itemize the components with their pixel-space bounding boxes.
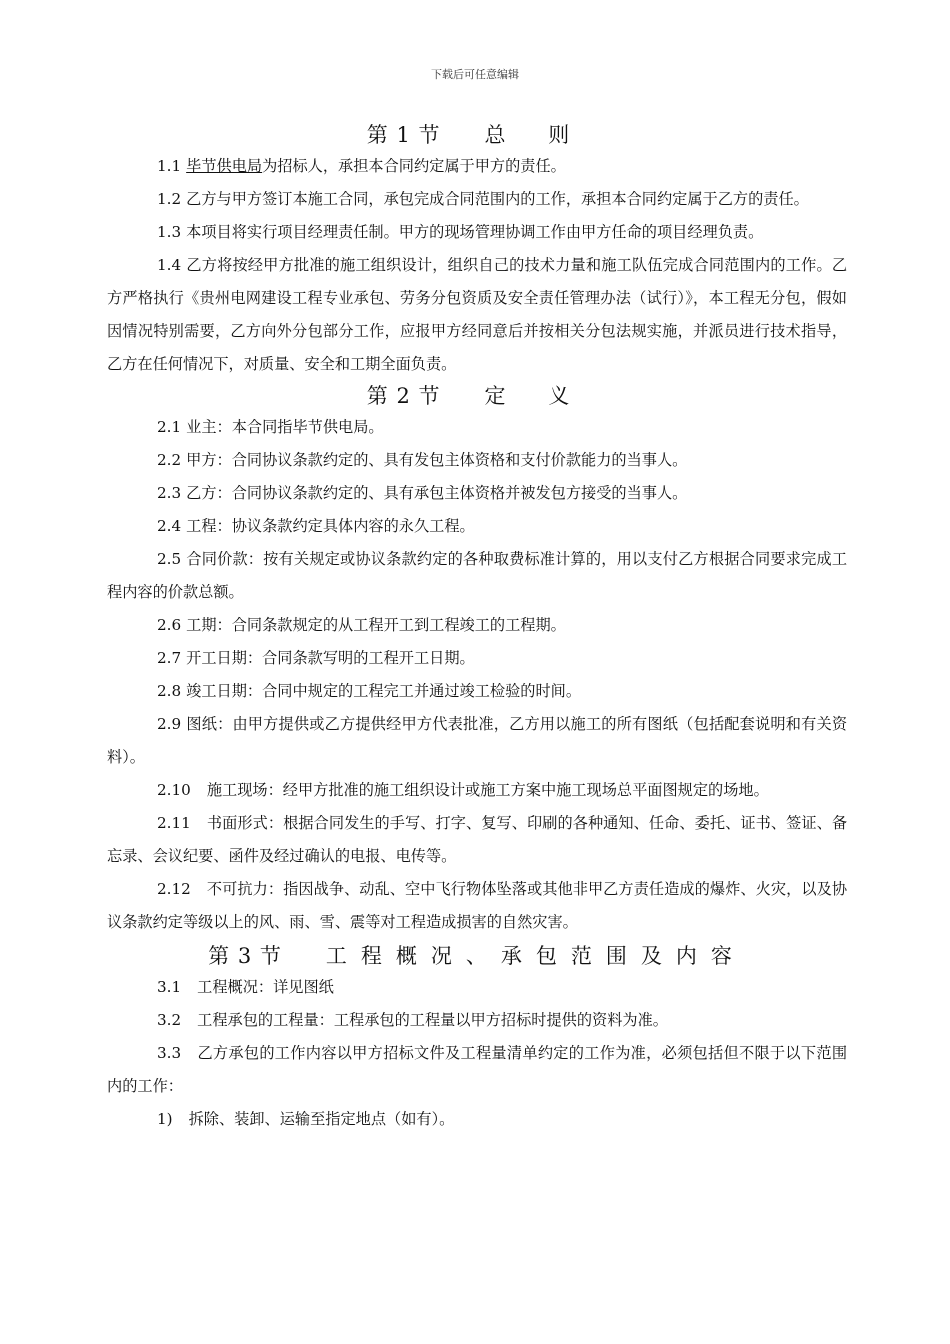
section-number: 第 1 节 xyxy=(366,123,441,147)
section-number: 第 3 节 xyxy=(208,944,282,968)
section-heading xyxy=(107,120,847,150)
clause-number: 2.7 xyxy=(157,649,182,667)
clause-number: 3.2 xyxy=(157,1011,182,1029)
clause xyxy=(107,1004,847,1037)
clause xyxy=(107,675,847,708)
section-heading xyxy=(107,941,847,971)
clause-text: 竣工日期：合同中规定的工程完工并通过竣工检验的时间。 xyxy=(186,682,582,700)
section-heading xyxy=(107,381,847,411)
clause-text: 工程：协议条款约定具体内容的永久工程。 xyxy=(186,517,475,535)
clause xyxy=(107,1037,847,1103)
clause-text: 图纸：由甲方提供或乙方提供经甲方代表批准，乙方用以施工的所有图纸（包括配套说明和有关资料）。 xyxy=(107,715,847,766)
clause xyxy=(107,444,847,477)
clause-number: 2.1 xyxy=(157,418,182,436)
clause-text: 书面形式：根据合同发生的手写、打字、复写、印刷的各种通知、任命、委托、证书、签证、备忘录、会议纪要、函件及经过确认的电报、电传等。 xyxy=(107,814,847,865)
list-item-text: 拆除、装卸、运输至指定地点（如有）。 xyxy=(188,1110,455,1128)
clause-text: 甲方：合同协议条款约定的、具有发包主体资格和支付价款能力的当事人。 xyxy=(186,451,688,469)
section-title: 定 义 xyxy=(484,384,588,408)
section-number: 第 2 节 xyxy=(366,384,441,408)
clause-number: 2.4 xyxy=(157,517,182,535)
clause xyxy=(107,807,847,873)
list-item-number: 1) xyxy=(157,1110,173,1128)
clause-number: 2.6 xyxy=(157,616,182,634)
clause xyxy=(107,477,847,510)
clause-text: 本项目将实行项目经理责任制。甲方的现场管理协调工作由甲方任命的项目经理负责。 xyxy=(186,223,764,241)
clause-text: 乙方与甲方签订本施工合同，承包完成合同范围内的工作，承担本合同约定属于乙方的责任。 xyxy=(186,190,809,208)
clause-number: 2.8 xyxy=(157,682,182,700)
clause-number: 3.3 xyxy=(157,1044,182,1062)
clause xyxy=(107,609,847,642)
clause-number: 2.9 xyxy=(157,715,182,733)
clause-text: 工程承包的工程量：工程承包的工程量以甲方招标时提供的资料为准。 xyxy=(197,1011,668,1029)
clause-number: 2.2 xyxy=(157,451,182,469)
clause-number: 2.12 xyxy=(157,880,191,898)
clause-text: 工程概况：详见图纸 xyxy=(197,978,334,996)
clause-number: 2.5 xyxy=(157,550,182,568)
clause xyxy=(107,774,847,807)
clause-number: 2.3 xyxy=(157,484,182,502)
clause-text: 为招标人，承担本合同约定属于甲方的责任。 xyxy=(262,157,566,175)
clause-text: 不可抗力：指因战争、动乱、空中飞行物体坠落或其他非甲乙方责任造成的爆炸、火灾，以及协议条款约定等级以上的风、雨、雪、震等对工程造成损害的自然灾害。 xyxy=(107,880,847,931)
underlined-text: 毕节供电局 xyxy=(186,157,263,175)
clause-text: 开工日期：合同条款写明的工程开工日期。 xyxy=(186,649,475,667)
clause xyxy=(107,642,847,675)
clause xyxy=(107,249,847,381)
clause-number: 2.11 xyxy=(157,814,191,832)
list-item xyxy=(107,1103,847,1136)
clause-number: 2.10 xyxy=(157,781,191,799)
section-title: 总 则 xyxy=(484,123,588,147)
clause-text: 乙方：合同协议条款约定的、具有承包主体资格并被发包方接受的当事人。 xyxy=(186,484,688,502)
document-body xyxy=(107,120,847,1136)
clause-number: 3.1 xyxy=(157,978,182,996)
clause-text: 施工现场：经甲方批准的施工组织设计或施工方案中施工现场总平面图规定的场地。 xyxy=(206,781,769,799)
clause-text: 乙方承包的工作内容以甲方招标文件及工程量清单约定的工作为准，必须包括但不限于以下范围内的工作： xyxy=(107,1044,847,1095)
clause xyxy=(107,510,847,543)
clause xyxy=(107,411,847,444)
clause xyxy=(107,873,847,939)
clause-number: 1.3 xyxy=(157,223,182,241)
clause xyxy=(107,216,847,249)
clause xyxy=(107,971,847,1004)
section-title: 工程概况、承包范围及内容 xyxy=(325,944,746,968)
clause-number: 1.2 xyxy=(157,190,182,208)
clause xyxy=(107,150,847,183)
clause-number: 1.1 xyxy=(157,157,182,175)
clause-text: 乙方将按经甲方批准的施工组织设计，组织自己的技术力量和施工队伍完成合同范围内的工作。乙方严格执行《贵州电网建设工程专业承包、劳务分包资质及安全责任管理办法（试行）》，本工程无分包，假如因情况特别需要，乙方向外分包部分工作，应报甲方经同意后并按相关分包法规实施，并派员进行技术指导，乙方在任何情况下，对质量、安全和工期全面负责。 xyxy=(107,256,847,373)
clause xyxy=(107,543,847,609)
clause-number: 1.4 xyxy=(157,256,182,274)
clause-text: 工期：合同条款规定的从工程开工到工程竣工的工程期。 xyxy=(186,616,566,634)
clause-text: 业主：本合同指毕节供电局。 xyxy=(186,418,384,436)
page-header: 下载后可任意编辑 xyxy=(431,68,519,81)
clause xyxy=(107,708,847,774)
clause xyxy=(107,183,847,216)
clause-text: 合同价款：按有关规定或协议条款约定的各种取费标准计算的，用以支付乙方根据合同要求完成工程内容的价款总额。 xyxy=(107,550,847,601)
